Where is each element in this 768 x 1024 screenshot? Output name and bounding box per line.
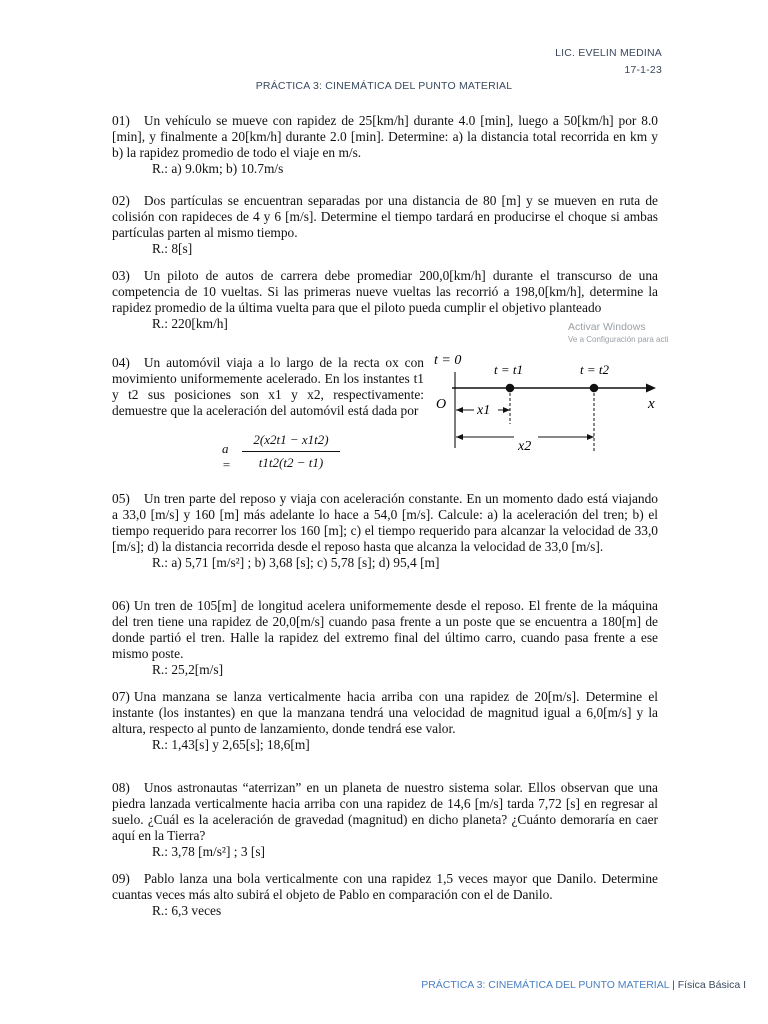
origin-label: O	[436, 397, 447, 412]
x2-arrowhead-right	[587, 434, 594, 440]
problem-01	[112, 113, 658, 177]
x2-label: x2	[518, 439, 532, 454]
problem-text	[112, 113, 658, 161]
problem-02	[112, 193, 658, 257]
problem-statement: Un vehículo se mueve con rapidez de 25[km/h] durante 4.0 [min], luego a 50[km/h] por 8.0 [min], y finalmente a 20[km/h] durante 2.0 [min]. Determine: a) la distancia total recorrida en km y b) la rapidez promedio de todo el viaje en m/s.	[112, 113, 658, 160]
problem-text	[112, 193, 658, 241]
position-1-dot	[506, 384, 515, 393]
problem-number: 06)	[112, 598, 130, 613]
problem-number: 04)	[112, 355, 130, 370]
formula-numerator: 2(x2t1 − x1t2)	[242, 432, 340, 452]
document-date: 17-1-23	[624, 64, 662, 76]
x1-arrowhead-right	[503, 407, 510, 413]
formula-lhs: a =	[222, 441, 231, 472]
document-title-text: PRÁCTICA 3: CINEMÁTICA DEL PUNTO MATERIAL	[255, 80, 513, 92]
footer-title: PRÁCTICA 3: CINEMÁTICA DEL PUNTO MATERIAL	[421, 979, 670, 991]
problem-07	[112, 689, 658, 753]
x-axis-label: x	[648, 396, 655, 412]
problem-08	[112, 780, 658, 860]
problem-answer: R.: 1,43[s] y 2,65[s]; 18,6[m]	[152, 737, 310, 752]
problem-answer: R.: 25,2[m/s]	[152, 662, 224, 677]
problem-05	[112, 491, 658, 571]
problem-answer: R.: 8[s]	[152, 241, 193, 256]
problem-number: 07)	[112, 689, 130, 704]
problem-text	[112, 689, 658, 737]
problem-statement: Una manzana se lanza verticalmente hacia arriba con una rapidez de 20[m/s]. Determine el instante (los instantes) en que la manzana tendrá una velocidad de magnitud igual a 6,0[m/s] y la altura, respecto al punto de lanzamiento, donde tendrá ese valor.	[112, 689, 658, 736]
problem-number: 03)	[112, 268, 130, 283]
problem-answer: R.: a) 5,71 [m/s²] ; b) 3,68 [s]; c) 5,78 [s]; d) 95,4 [m]	[152, 555, 440, 570]
problem-06	[112, 598, 658, 678]
problem-text	[112, 355, 424, 419]
problem-text	[112, 780, 658, 844]
t2-label: t = t2	[580, 362, 609, 377]
problem-answer: R.: 3,78 [m/s²] ; 3 [s]	[152, 844, 265, 859]
problem-text	[112, 598, 658, 662]
problem-answer: R.: a) 9.0km; b) 10.7m/s	[152, 161, 284, 176]
problem-answer: R.: 6,3 veces	[152, 903, 222, 918]
problem-statement: Pablo lanza una bola verticalmente con una rapidez 1,5 veces mayor que Danilo. Determine cuantas veces más alto subirá el objeto de Pablo en comparación con el de Danilo.	[112, 871, 658, 902]
footer-course: Física Básica I	[677, 979, 746, 991]
problem-number: 01)	[112, 113, 130, 128]
problem-number: 08)	[112, 780, 130, 795]
problem-statement: Dos partículas se encuentran separadas por una distancia de 80 [m] y se mueven en ruta de colisión con rapideces de 4 y 6 [m/s]. Determine el tiempo tardará en producirse el choque si ambas partículas parten al mismo tiempo.	[112, 193, 658, 240]
problem-text	[112, 871, 658, 903]
page-footer	[421, 979, 746, 991]
problem-answer: R.: 220[km/h]	[152, 316, 228, 331]
motion-diagram	[430, 348, 662, 460]
document-title	[0, 80, 768, 92]
watermark-line-2: Ve a Configuración para acti	[568, 335, 669, 344]
problem-statement: Un tren parte del reposo y viaja con aceleración constante. En un momento dado está viajando a 33,0 [m/s] y 160 [m] más adelante lo hace a 54,0 [m/s]. Calcule: a) la aceleración del tren; b) el tiempo requerido para recorrer los 160 [m]; c) el tiempo requerido para alcanzar la velocidad de 33,0 [m/s]; d) la distancia recorrida desde el reposo hasta que alcanza la velocidad de 33,0 [m/s].	[112, 491, 658, 554]
x-axis-arrow	[646, 384, 656, 393]
x2-arrowhead-left	[456, 434, 463, 440]
problem-09	[112, 871, 658, 919]
formula-fraction	[242, 432, 340, 471]
x1-arrowhead-left	[456, 407, 463, 413]
problem-text	[112, 491, 658, 555]
t0-label: t = 0	[434, 353, 462, 368]
formula-denominator: t1t2(t2 − t1)	[258, 455, 324, 470]
problem-number: 09)	[112, 871, 130, 886]
problem-statement: Un piloto de autos de carrera debe promediar 200,0[km/h] durante el transcurso de una competencia de 10 vueltas. Si las primeras nueve vueltas las recorrió a 198,0[km/h], determine la rapidez promedio de la última vuelta para que el piloto pueda cumplir el objetivo planteado	[112, 268, 658, 315]
footer-separator: |	[669, 979, 678, 991]
problem-statement: Un automóvil viaja a lo largo de la recta ox con movimiento uniformemente acelerado. En los instantes t1 y t2 sus posiciones son x1 y x2, respectivamente: demuestre que la aceleración del automóvil está dada por	[112, 355, 424, 418]
author-name: LIC. EVELIN MEDINA	[555, 47, 662, 59]
problem-statement: Unos astronautas “aterrizan” en un planeta de nuestro sistema solar. Ellos observan que una piedra lanzada verticalmente hacia arriba con una rapidez de 14,6 [m/s] tarda 7,72 [s] en regresar al suelo. ¿Cuál es la aceleración de gravedad (magnitud) en dicho planeta? ¿Cuánto demoraría en caer aquí en la Tierra?	[112, 780, 658, 843]
t1-label: t = t1	[494, 362, 523, 377]
problem-number: 05)	[112, 491, 130, 506]
position-2-dot	[590, 384, 599, 393]
problem-text	[112, 268, 658, 316]
x1-label: x1	[477, 403, 491, 418]
problem-04	[112, 355, 424, 419]
activate-windows-watermark	[568, 321, 669, 344]
watermark-line-1: Activar Windows	[568, 321, 646, 333]
problem-number: 02)	[112, 193, 130, 208]
problem-statement: Un tren de 105[m] de longitud acelera uniformemente desde el reposo. El frente de la máquina del tren tiene una rapidez de 20,0[m/s] cuando pasa frente a un poste que se encuentra a 180[m] de donde partió el tren. Halle la rapidez del extremo final del último carro, cuando pasa frente a ese mismo poste.	[112, 598, 658, 661]
